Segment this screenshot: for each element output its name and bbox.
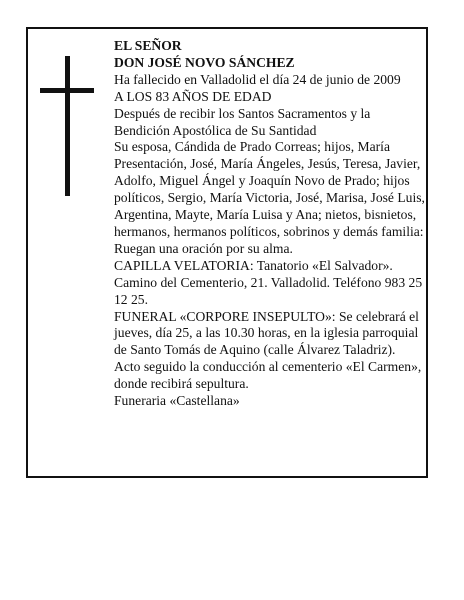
- obituary-text: [114, 38, 426, 410]
- burial-info: Acto seguido la conducción al cementerio «El Carmen», donde recibirá sepultura.: [114, 359, 422, 392]
- funeral-home: Funeraria «Castellana»: [114, 393, 240, 409]
- cross-icon: [40, 56, 94, 196]
- funeral-info: FUNERAL «CORPORE INSEPULTO»: Se celebrará el jueves, día 25, a las 10.30 horas, en la iglesia parroquial de Santo Tomás de Aquino (calle Álvarez Taladriz).: [114, 308, 419, 358]
- age-line: A LOS 83 AÑOS DE EDAD: [114, 88, 272, 104]
- cross-horizontal-bar: [40, 88, 94, 93]
- death-date-line: Ha fallecido en Valladolid el día 24 de junio de 2009: [114, 71, 401, 87]
- family-list: Su esposa, Cándida de Prado Correas; hijos, María Presentación, José, María Ángeles, Jesús, Teresa, Javier, Adolfo, Miguel Ángel y Joaquín Novo de Prado; hijos políticos, Sergio, María Victoria, José, Marisa, José Luis, Argentina, Mayte, María Luisa y Ana; nietos, bisnietos, hermanos, hermanos políticos, sobrinos y demás familia:: [114, 139, 425, 239]
- prayer-request: Ruegan una oración por su alma.: [114, 240, 293, 256]
- deceased-name: DON JOSÉ NOVO SÁNCHEZ: [114, 54, 295, 70]
- title-line-1: EL SEÑOR: [114, 38, 182, 53]
- chapel-info: CAPILLA VELATORIA: Tanatorio «El Salvador». Camino del Cementerio, 21. Valladolid. Teléfono 983 25 12 25.: [114, 257, 423, 307]
- sacraments-line: Después de recibir los Santos Sacramentos y la Bendición Apostólica de Su Santidad: [114, 105, 371, 138]
- cross-vertical-bar: [65, 56, 70, 196]
